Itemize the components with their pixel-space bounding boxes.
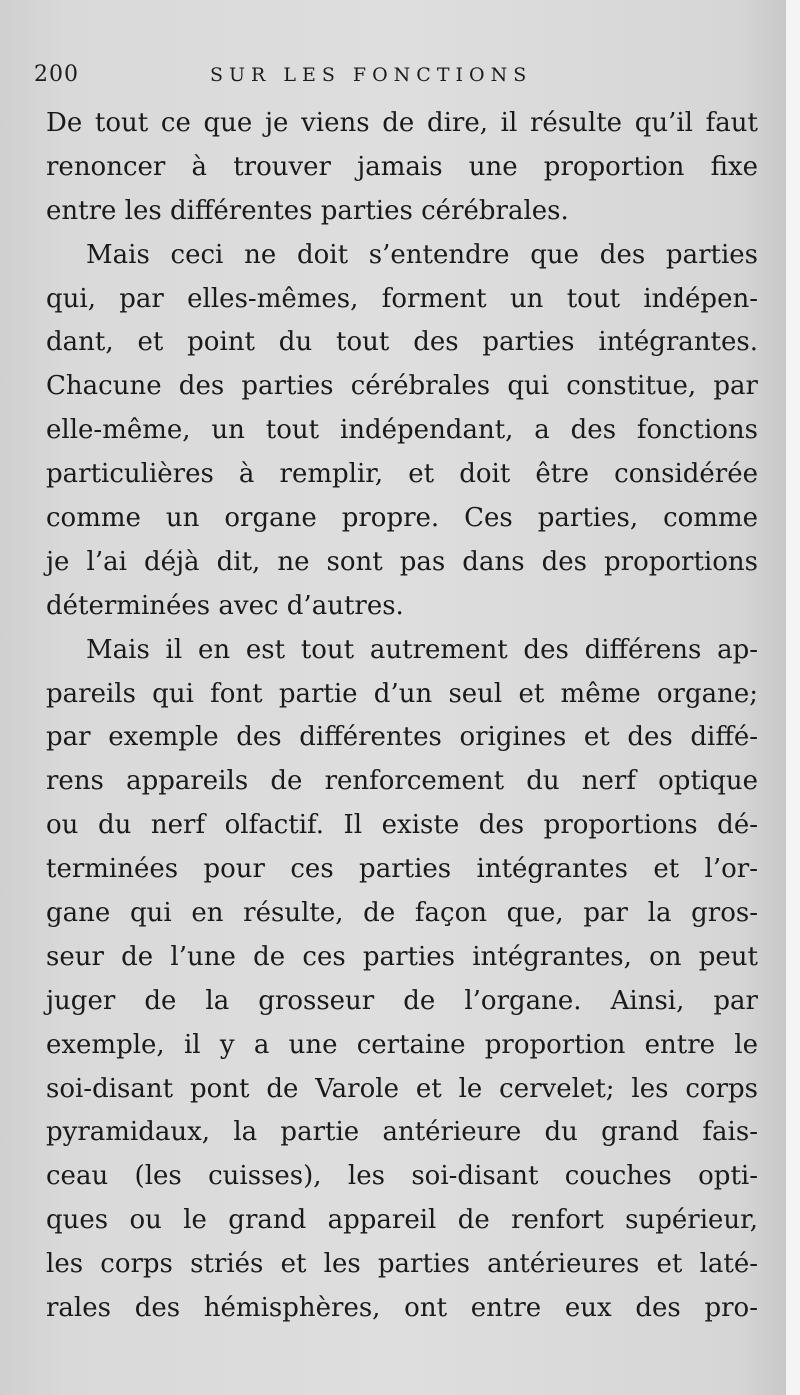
text-line: ceau (les cuisses), les soi-disant couches opti-: [46, 1161, 758, 1192]
text-line: dant, et point du tout des parties intégrantes.: [46, 327, 758, 358]
text-line: pyramidaux, la partie antérieure du grand fais-: [46, 1117, 758, 1148]
text-line: Chacune des parties cérébrales qui constitue, par: [46, 371, 758, 402]
text-line: ques ou le grand appareil de renfort supérieur,: [46, 1205, 758, 1236]
text-line: juger de la grosseur de l’organe. Ainsi, par: [46, 985, 758, 1016]
text-line: gane qui en résulte, de façon que, par la gros-: [46, 898, 758, 929]
text-line: soi-disant pont de Varole et le cervelet; les corps: [46, 1073, 758, 1104]
text-line: elle-même, un tout indépendant, a des fonctions: [46, 415, 758, 446]
text-line: rales des hémisphères, ont entre eux des pro-: [46, 1293, 758, 1324]
running-title: SUR LES FONCTIONS: [210, 64, 533, 86]
page-number: 200: [34, 62, 79, 87]
text-line: Mais ceci ne doit s’entendre que des parties: [86, 239, 758, 270]
text-line: particulières à remplir, et doit être considérée: [46, 459, 758, 490]
text-line: De tout ce que je viens de dire, il résulte qu’il faut: [46, 108, 758, 138]
text-line: seur de l’une de ces parties intégrantes, on peut: [46, 941, 758, 972]
text-line: renoncer à trouver jamais une proportion fixe: [46, 151, 758, 182]
body-text: [46, 102, 758, 1331]
text-line: ou du nerf olfactif. Il existe des proportions dé-: [46, 810, 758, 841]
text-line: comme un organe propre. Ces parties, comme: [46, 503, 758, 534]
page-edge: [786, 0, 800, 1395]
text-line: je l’ai déjà dit, ne sont pas dans des proportions: [46, 546, 758, 577]
text-line: pareils qui font partie d’un seul et même organe;: [46, 678, 758, 709]
text-line: exemple, il y a une certaine proportion entre le: [46, 1029, 758, 1060]
text-line: Mais il en est tout autrement des différens ap-: [86, 634, 758, 665]
text-line: qui, par elles-mêmes, forment un tout indépen-: [46, 283, 758, 314]
text-line: les corps striés et les parties antérieures et laté-: [46, 1249, 758, 1280]
text-line: terminées pour ces parties intégrantes et l’or-: [46, 854, 758, 885]
page-header: [34, 62, 754, 92]
text-line: rens appareils de renforcement du nerf optique: [46, 766, 758, 797]
text-line: par exemple des différentes origines et des diffé-: [46, 722, 758, 753]
text-line: entre les différentes parties cérébrales.: [46, 195, 569, 226]
text-line: déterminées avec d’autres.: [46, 590, 404, 621]
